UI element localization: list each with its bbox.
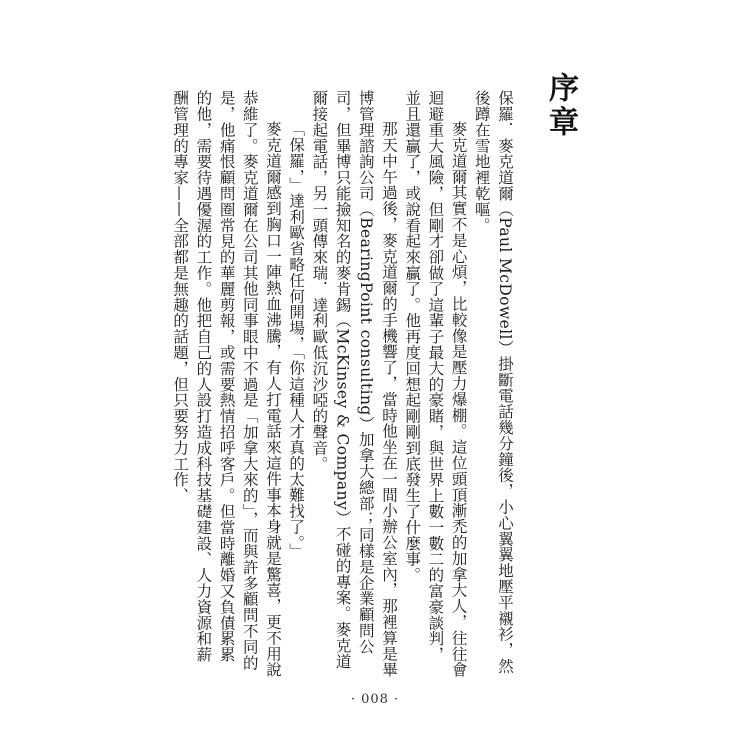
- paragraph-5: 麥克道爾感到胸口一陣熱血沸騰，有人打電話來這件事本身就是驚喜，更不用說恭維了。麥克道爾在公司其他同事眼中不過是「加拿大來的」，而與許多顧問不同的是，他痛恨顧問圈常見的華麗剪報，或需要熱情招呼客戶。但當時離婚又負債累累的他，需要待遇優渥的工作。他把自己的人設打造成科技基礎建設、人力資源和薪酬管理的專家——全部都是無趣的話題，但只要努力工作、: [171, 90, 282, 678]
- chapter-title: 序章: [543, 72, 578, 140]
- paragraph-1: 保羅．麥克道爾（Paul McDowell）掛斷電話幾分鐘後，小心翼翼地壓平襯衫，然後蹲在雪地裡乾嘔。: [472, 90, 514, 674]
- paragraph-3: 那天中午過後，麥克道爾的手機響了，當時他坐在一間小辦公室內，那裡算是畢博管理諮詢公司（BearingPoint consulting）加拿大總部；同樣是企業顧問公司，但畢博只能撿知名的麥肯錫（McKinsey & Company）不碰的專案。麥克道爾接起電話，另一頭傳來瑞．達利歐低沉沙啞的聲音。: [310, 90, 398, 678]
- page-number: · 008 ·: [350, 692, 400, 707]
- body-text: [171, 90, 516, 678]
- paragraph-2: 麥克道爾其實不是心煩，比較像是壓力爆棚。這位頭頂漸禿的加拿大人，往往會迴避重大風險，但剛才卻做了這輩子最大的豪賭，與世界上數一數二的富豪談判，並且還贏了，或說看起來贏了。他再度回想起剛剛到底發生了什麼事。: [403, 90, 468, 678]
- paragraph-4: 「保羅，」達利歐省略任何開場，「你這種人才真的太難找了。」: [287, 121, 306, 559]
